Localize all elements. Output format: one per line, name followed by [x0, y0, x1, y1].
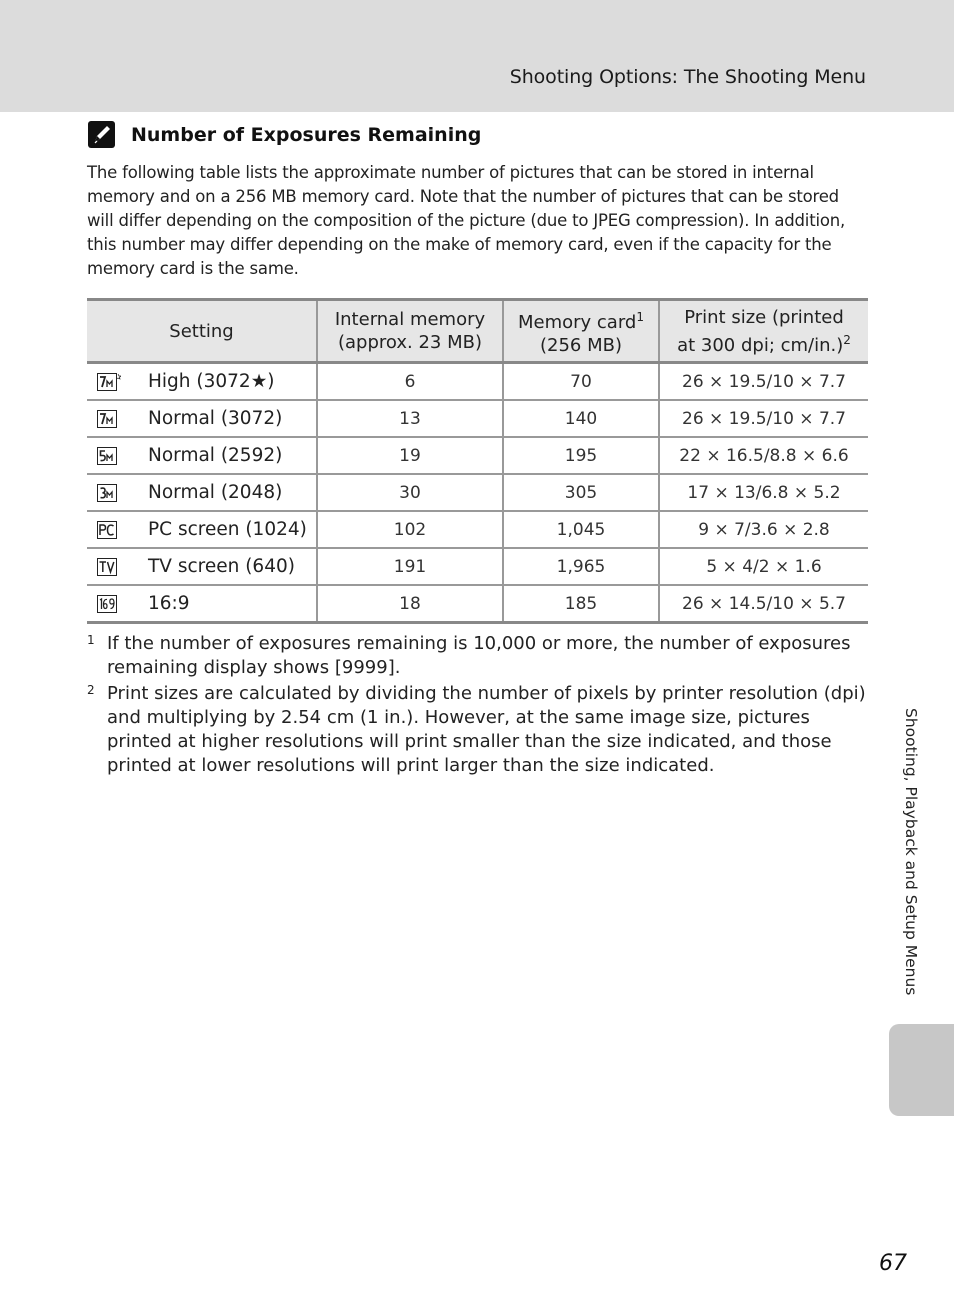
print-cell: 5 × 4/2 × 1.6: [659, 548, 868, 585]
5m-icon: [97, 447, 119, 465]
intro-paragraph: The following table lists the approximate number of pictures that can be stored in internal memory and on a 256 MB memory card. Note that the number of pictures that can be stored will differ depending on the composition of the picture (due to JPEG compression). In addition, this number may differ depending on the make of memory card, even if the capacity for the memory card is the same.: [87, 163, 846, 278]
print-cell: 26 × 14.5/10 × 5.7: [659, 585, 868, 623]
table-row: [87, 511, 868, 548]
note-pencil-icon: [88, 121, 115, 148]
internal-cell: 30: [317, 474, 503, 511]
footnote-mark: 1: [87, 633, 95, 647]
card-cell: 305: [503, 474, 659, 511]
print-cell: 22 × 16.5/8.8 × 6.6: [659, 437, 868, 474]
table-row: [87, 548, 868, 585]
exposures-table: [87, 298, 868, 624]
internal-cell: 19: [317, 437, 503, 474]
print-cell: 9 × 7/3.6 × 2.8: [659, 511, 868, 548]
footnote: [87, 682, 867, 778]
col-header-internal: Internal memory (approx. 23 MB): [317, 300, 503, 363]
card-cell: 70: [503, 363, 659, 401]
print-cell: 26 × 19.5/10 × 7.7: [659, 400, 868, 437]
footnote: [87, 632, 867, 680]
section-title: Number of Exposures Remaining: [131, 124, 482, 146]
internal-cell: 18: [317, 585, 503, 623]
card-cell: 195: [503, 437, 659, 474]
setting-label: Normal (2048): [148, 482, 283, 503]
print-cell: 26 × 19.5/10 × 7.7: [659, 363, 868, 401]
table-row: [87, 585, 868, 623]
col-header-card: Memory card$^1$ (256 MB): [503, 300, 659, 363]
card-cell: 140: [503, 400, 659, 437]
page-header-title: Shooting Options: The Shooting Menu: [509, 66, 866, 88]
side-section-label: Shooting, Playback and Setup Menus: [902, 708, 920, 996]
table-row: [87, 400, 868, 437]
setting-label: Normal (3072): [148, 408, 283, 429]
setting-label: PC screen (1024): [148, 519, 307, 540]
setting-label: Normal (2592): [148, 445, 283, 466]
table-header-row: [87, 300, 868, 363]
card-cell: 1,965: [503, 548, 659, 585]
header-band: [0, 0, 954, 112]
col-header-setting: Setting: [87, 300, 317, 363]
7m-icon: [97, 410, 119, 428]
7m-high-icon: [97, 373, 119, 391]
page-number: 67: [879, 1251, 907, 1276]
card-cell: 1,045: [503, 511, 659, 548]
internal-cell: 13: [317, 400, 503, 437]
footnotes: [87, 632, 867, 780]
setting-label: High (3072★): [148, 371, 275, 392]
table-row: [87, 363, 868, 401]
pc-icon: [97, 521, 119, 539]
side-section-tab: [889, 1024, 954, 1116]
col-header-print: Print size (printed at 300 dpi; cm/in.)$^2$: [659, 300, 868, 363]
table-row: [87, 474, 868, 511]
footnote-text: If the number of exposures remaining is 10,000 or more, the number of exposures remaining display shows [9999].: [107, 633, 851, 678]
print-cell: 17 × 13/6.8 × 5.2: [659, 474, 868, 511]
card-cell: 185: [503, 585, 659, 623]
16-9-icon: [97, 595, 119, 613]
setting-label: 16:9: [148, 593, 190, 614]
table-row: [87, 437, 868, 474]
tv-icon: [97, 558, 119, 576]
footnote-mark: 2: [87, 683, 95, 697]
internal-cell: 6: [317, 363, 503, 401]
internal-cell: 102: [317, 511, 503, 548]
internal-cell: 191: [317, 548, 503, 585]
3m-icon: [97, 484, 119, 502]
footnote-text: Print sizes are calculated by dividing the number of pixels by printer resolution (dpi) and multiplying by 2.54 cm (1 in.). However, at the same image size, pictures printed at higher resolutions will print smaller than the size indicated, and those printed at lower resolutions will print larger than the size indicated.: [107, 683, 866, 776]
setting-label: TV screen (640): [148, 556, 295, 577]
